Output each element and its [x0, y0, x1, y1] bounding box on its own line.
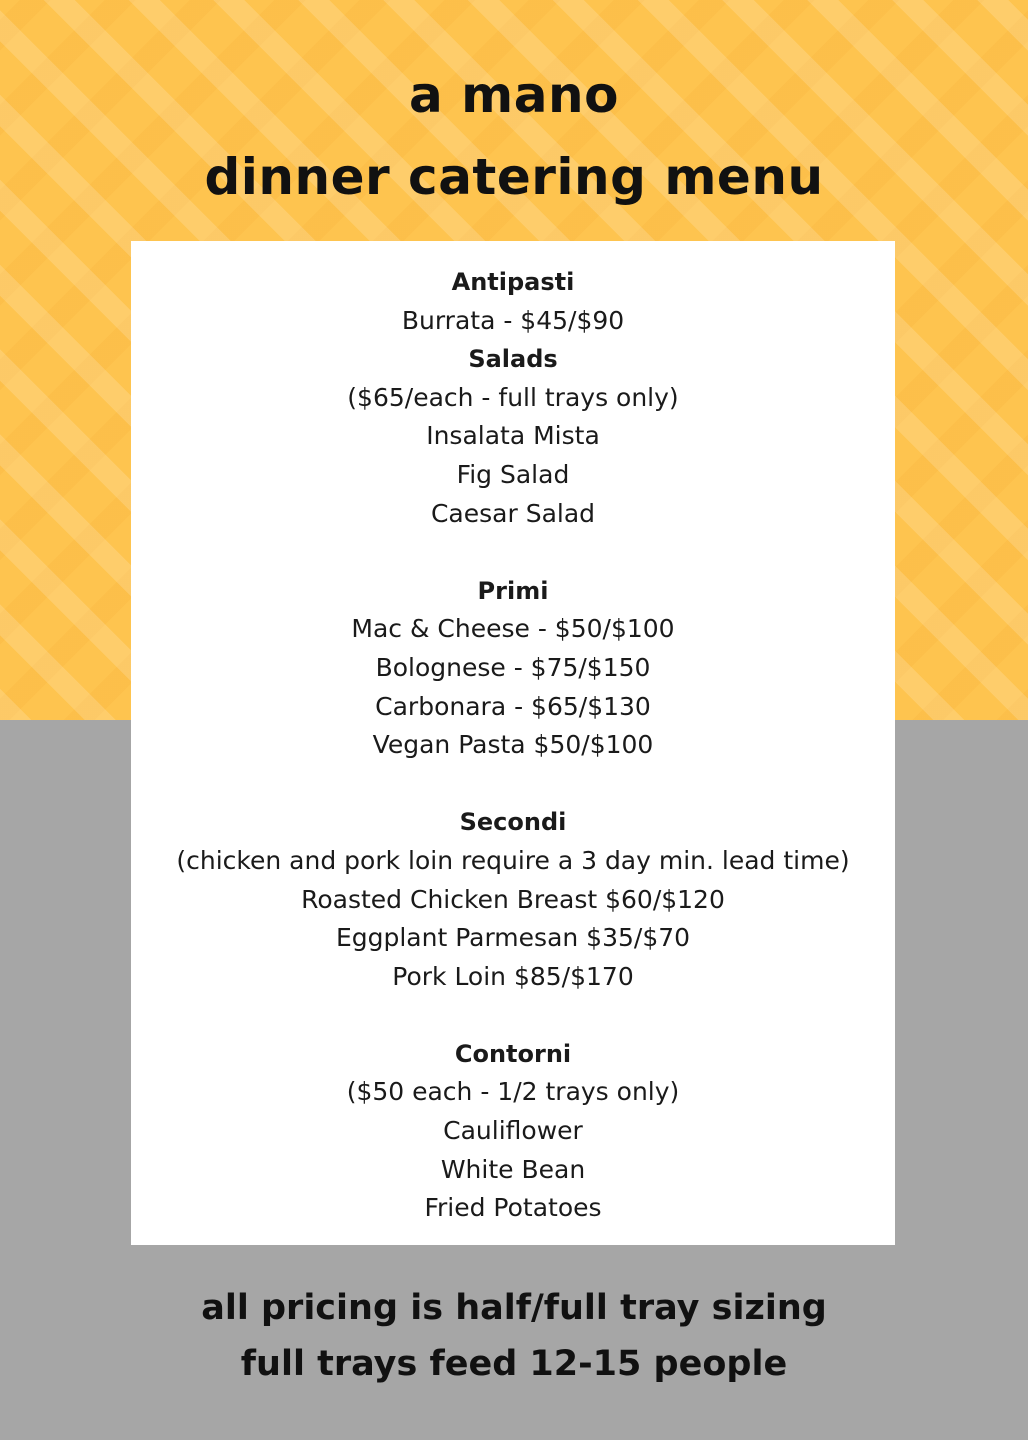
menu-item: Bolognese - $75/$150	[375, 652, 651, 682]
section-spacer	[131, 533, 895, 572]
menu-title: dinner catering menu	[204, 148, 824, 206]
section-heading-contorni: Contorni	[454, 1039, 572, 1068]
menu-item: Pork Loin $85/$170	[392, 961, 634, 991]
menu-item: White Bean	[440, 1154, 586, 1184]
section-heading-antipasti: Antipasti	[451, 268, 575, 296]
menu-item: Carbonara - $65/$130	[375, 691, 651, 721]
menu-item: Cauliflower	[443, 1116, 583, 1146]
section-note-contorni: ($50 each - 1/2 trays only)	[346, 1077, 680, 1107]
pricing-note: all pricing is half/full tray sizing	[201, 1288, 827, 1328]
section-heading-salads: Salads	[468, 345, 558, 374]
menu-item: Burrata - $45/$90	[401, 305, 625, 335]
menu-item: Caesar Salad	[430, 498, 596, 528]
menu-card	[131, 241, 895, 1245]
section-heading-secondi: Secondi	[459, 808, 567, 837]
section-note-secondi: (chicken and pork loin require a 3 day min. lead time)	[176, 845, 850, 875]
menu-item: Fried Potatoes	[424, 1193, 602, 1223]
serving-note: full trays feed 12-15 people	[240, 1344, 788, 1384]
restaurant-name: a mano	[409, 66, 619, 124]
menu-item: Vegan Pasta $50/$100	[372, 730, 654, 760]
section-spacer	[131, 765, 895, 804]
menu-item: Roasted Chicken Breast $60/$120	[301, 884, 725, 914]
menu-item: Mac & Cheese - $50/$100	[351, 614, 675, 644]
menu-item: Fig Salad	[456, 459, 570, 489]
menu-list	[131, 263, 895, 1228]
section-heading-primi: Primi	[477, 576, 549, 605]
menu-item: Eggplant Parmesan $35/$70	[335, 923, 691, 953]
section-note-salads: ($65/each - full trays only)	[347, 382, 679, 412]
section-spacer	[131, 996, 895, 1035]
menu-item: Insalata Mista	[426, 421, 600, 451]
